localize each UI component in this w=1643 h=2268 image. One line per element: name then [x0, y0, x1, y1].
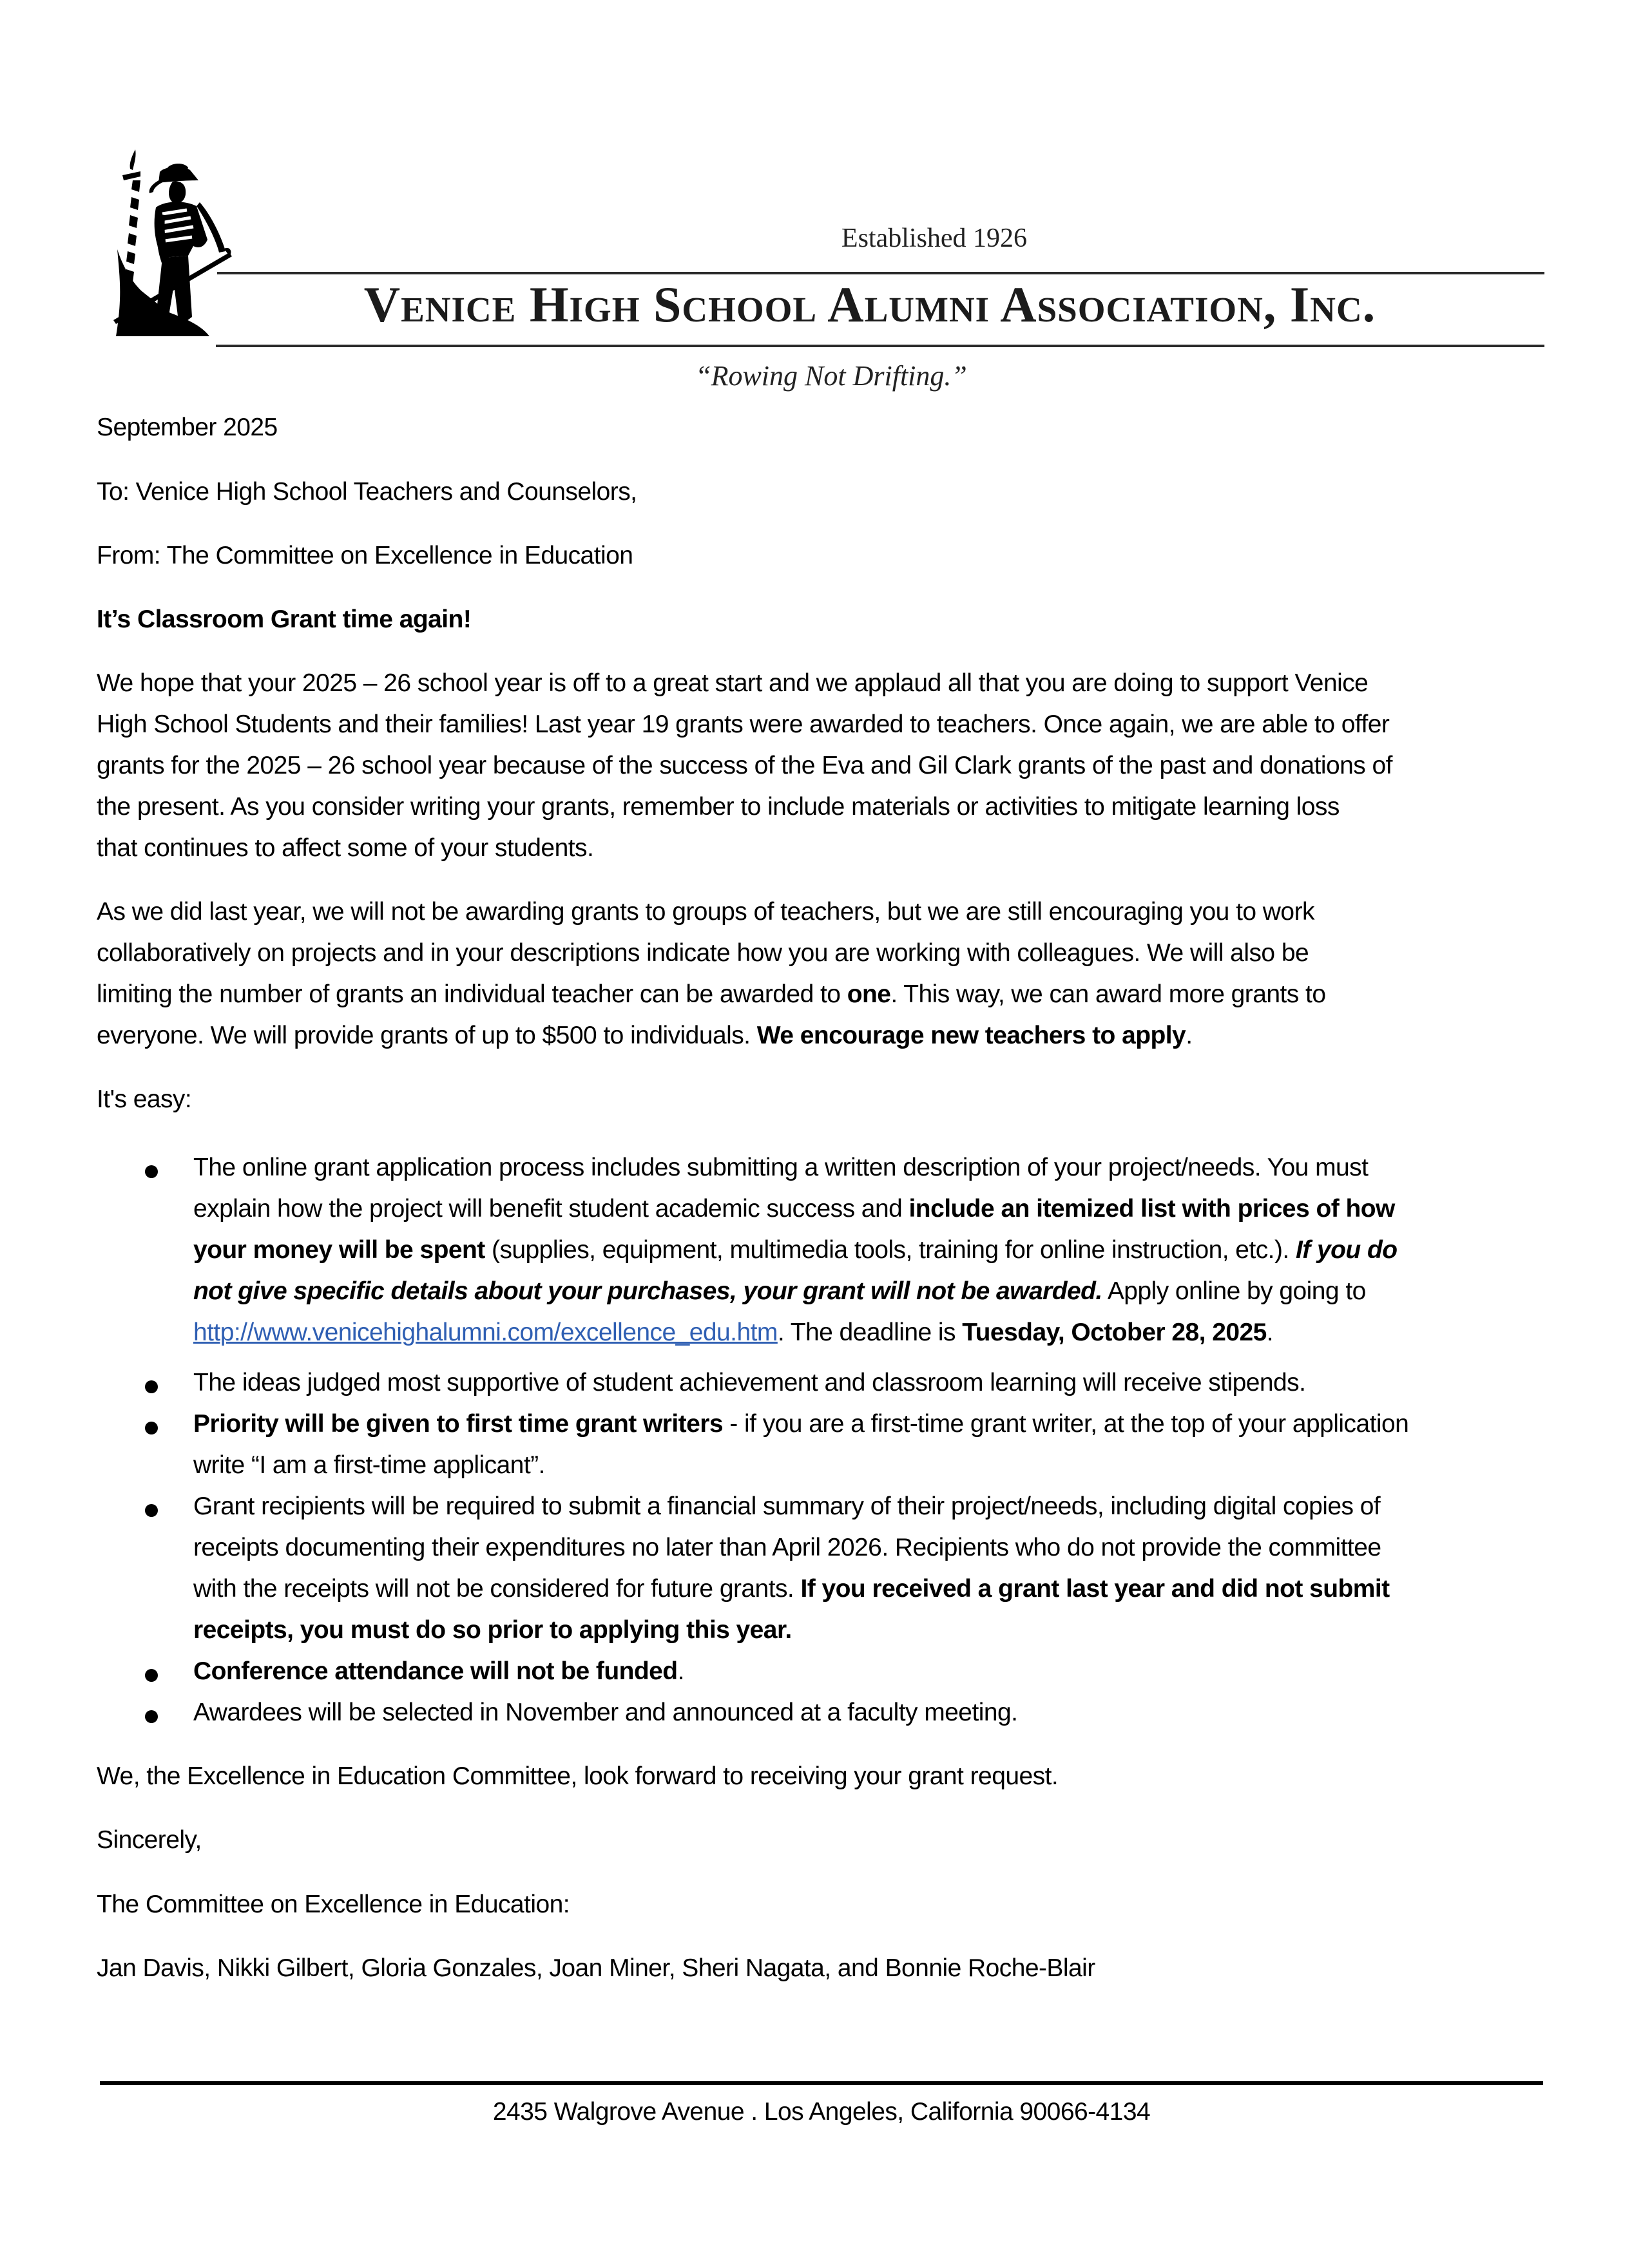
- list-item-line: [193, 1235, 1398, 1266]
- bullet-icon: [145, 1669, 158, 1682]
- text-span: limiting the number of grants an individual teacher can be awarded to: [97, 980, 847, 1008]
- bullet-icon: [145, 1710, 158, 1723]
- paragraph-line: the present. As you consider writing your grants, remember to include materials or activities to mitigate learning loss: [97, 793, 1340, 821]
- text-span: explain how the project will benefit student academic success and: [193, 1195, 909, 1223]
- warning-text: not give specific details about your purchases, your grant will not be awarded.: [193, 1277, 1102, 1305]
- emphasis-conference: Conference attendance will not be funded: [193, 1657, 678, 1685]
- list-item-line: receipts, you must do so prior to applying this year.: [193, 1616, 792, 1644]
- paragraph-line: High School Students and their families! Last year 19 grants were awarded to teachers. Once again, we are able to offer: [97, 710, 1390, 738]
- list-item-line: [193, 1574, 1390, 1605]
- header-rule-bottom: [216, 345, 1544, 347]
- bullet-icon: [145, 1380, 158, 1393]
- letter-from: From: The Committee on Excellence in Education: [97, 542, 633, 569]
- text-span: - if you are a first-time grant writer, at the top of your application: [723, 1410, 1409, 1438]
- list-item-line: [193, 1656, 684, 1687]
- emphasis-itemized-list: include an itemized list with prices of how: [908, 1195, 1395, 1223]
- established-year: Established 1926: [841, 224, 1028, 253]
- text-span: everyone. We will provide grants of up to $500 to individuals.: [97, 1022, 757, 1049]
- text-span: .: [677, 1657, 684, 1685]
- bullet-icon: [145, 1504, 158, 1517]
- committee-members: Jan Davis, Nikki Gilbert, Gloria Gonzales, Joan Miner, Sheri Nagata, and Bonnie Roche-Blair: [97, 1954, 1095, 1982]
- deadline-date: Tuesday, October 28, 2025: [962, 1319, 1267, 1346]
- text-span: (supplies, equipment, multimedia tools, training for online instruction, etc.).: [485, 1236, 1296, 1264]
- committee-name: The Committee on Excellence in Education:: [97, 1891, 570, 1918]
- list-item-line: [193, 1276, 1366, 1307]
- bullet-icon: [145, 1165, 158, 1178]
- text-span: with the receipts will not be considered for future grants.: [193, 1575, 801, 1603]
- emphasis-money-spent: your money will be spent: [193, 1236, 485, 1264]
- letter-to: To: Venice High School Teachers and Counselors,: [97, 478, 637, 506]
- paragraph-line: [97, 979, 1325, 1010]
- letter-date: September 2025: [97, 414, 278, 441]
- motto: “Rowing Not Drifting.”: [695, 360, 967, 392]
- emphasis-priority: Priority will be given to first time grant writers: [193, 1410, 724, 1438]
- text-span: .: [1186, 1022, 1193, 1049]
- list-item-line: Grant recipients will be required to submit a financial summary of their project/needs, including digital copies of: [193, 1492, 1381, 1520]
- emphasis-one: one: [847, 980, 891, 1008]
- list-item-line: [193, 1317, 1273, 1348]
- easy-label: It's easy:: [97, 1085, 192, 1113]
- paragraph-line: collaboratively on projects and in your descriptions indicate how you are working with colleagues. We will also be: [97, 939, 1309, 967]
- paragraph-line: grants for the 2025 – 26 school year because of the success of the Eva and Gil Clark grants of the past and donations of: [97, 752, 1392, 779]
- list-item-line: write “I am a first-time applicant”.: [193, 1451, 545, 1479]
- paragraph-line: that continues to affect some of your students.: [97, 834, 594, 862]
- list-item-line: [193, 1194, 1395, 1225]
- list-item-line: Awardees will be selected in November and announced at a faculty meeting.: [193, 1699, 1018, 1726]
- emphasis-new-teachers: We encourage new teachers to apply: [756, 1022, 1186, 1049]
- application-link[interactable]: http://www.venicehighalumni.com/excellence_edu.htm: [193, 1319, 778, 1346]
- footer-rule: [100, 2081, 1543, 2085]
- closing-statement: We, the Excellence in Education Committee, look forward to receiving your grant request.: [97, 1762, 1059, 1790]
- header-rule-top: [217, 272, 1544, 274]
- paragraph-line: As we did last year, we will not be awarding grants to groups of teachers, but we are still encouraging you to work: [97, 898, 1314, 926]
- warning-text: If you do: [1295, 1236, 1398, 1264]
- bullet-icon: [145, 1422, 158, 1434]
- text-span: . This way, we can award more grants to: [890, 980, 1326, 1008]
- paragraph-line: [97, 1020, 1193, 1051]
- list-item-line: [193, 1409, 1408, 1440]
- list-item-line: The online grant application process includes submitting a written description of your project/needs. You must: [193, 1154, 1369, 1181]
- paragraph-line: We hope that your 2025 – 26 school year is off to a great start and we applaud all that you are doing to support Venice: [97, 669, 1369, 697]
- emphasis-receipts: If you received a grant last year and did not submit: [800, 1575, 1390, 1603]
- footer-address: 2435 Walgrove Avenue . Los Angeles, California 90066-4134: [492, 2098, 1151, 2126]
- closing-sincerely: Sincerely,: [97, 1826, 202, 1854]
- text-span: Apply online by going to: [1102, 1277, 1366, 1305]
- text-span: .: [1266, 1319, 1274, 1346]
- letter-headline: It’s Classroom Grant time again!: [97, 605, 472, 633]
- list-item-line: receipts documenting their expenditures no later than April 2026. Recipients who do not provide the committee: [193, 1534, 1381, 1561]
- list-item-line: The ideas judged most supportive of student achievement and classroom learning will receive stipends.: [193, 1369, 1306, 1396]
- text-span: . The deadline is: [777, 1319, 963, 1346]
- organization-name: Venice High School Alumni Association, Inc.: [363, 276, 1376, 332]
